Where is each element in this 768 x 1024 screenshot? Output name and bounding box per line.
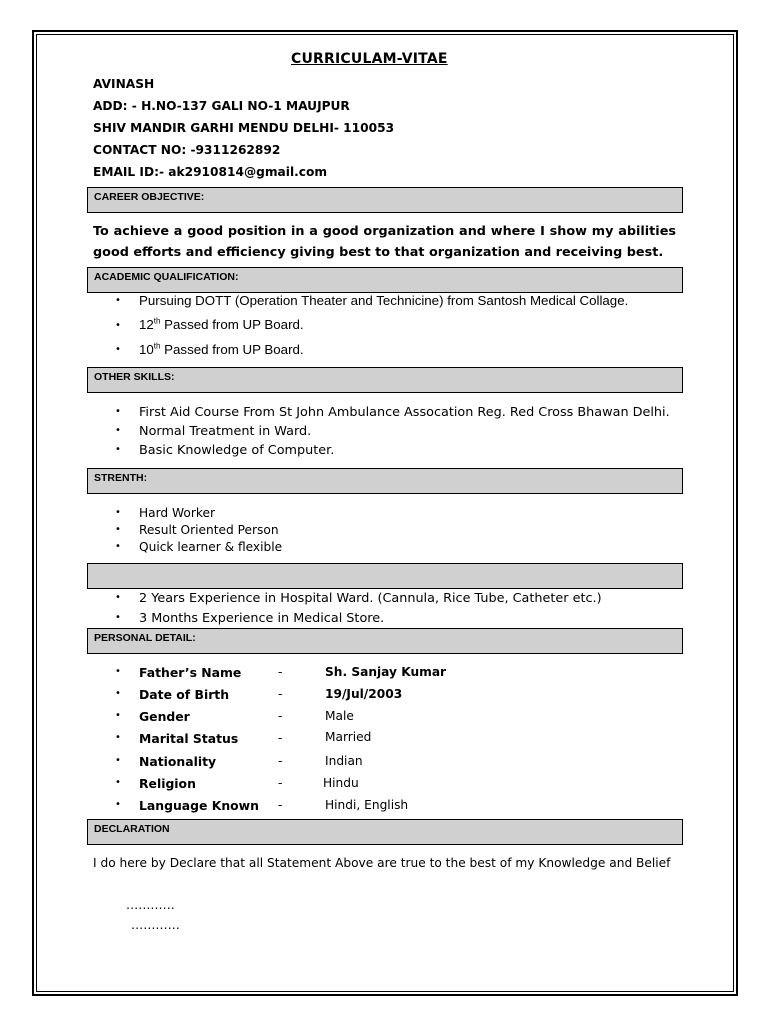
document-title: CURRICULAM-VITAE [291,51,448,67]
section-experience [87,563,683,589]
bullet: • [115,507,121,518]
bullet: • [115,524,121,535]
bullet: • [115,444,121,455]
academic-item: Pursuing DOTT (Operation Theater and Technicine) from Santosh Medical Collage. [139,293,629,308]
section-personal-detail [87,628,683,654]
personal-dash: - [278,665,283,679]
personal-dash: - [278,776,283,790]
career-objective-text: To achieve a good position in a good organization and where I show my abilities good efforts and efficiency giving best to that organization and receiving best. [93,224,676,260]
signature-dots: ………… [131,918,180,932]
bullet: • [115,688,121,699]
email-id: EMAIL ID:- ak2910814@gmail.com [93,165,328,179]
personal-value: Hindi, English [325,798,409,812]
personal-label: Father’s Name [139,665,242,680]
academic-item: 10th Passed from UP Board. [139,341,304,357]
section-academic [87,267,683,293]
strength-item: Hard Worker [139,506,215,520]
personal-value: Married [325,730,372,744]
candidate-name: AVINASH [93,77,155,91]
personal-dash: - [278,709,283,723]
strength-item: Quick learner & flexible [139,540,283,554]
address-line-1: ADD: - H.NO-137 GALI NO-1 MAUJPUR [93,99,350,113]
bullet: • [115,666,121,677]
strength-item: Result Oriented Person [139,523,279,537]
bullet: • [115,777,121,788]
section-label: DECLARATION [94,823,170,835]
bullet: • [115,541,121,552]
section-label: CAREER OBJECTIVE: [94,191,205,203]
bullet: • [115,612,121,623]
section-declaration [87,819,683,845]
personal-value: Male [325,709,354,723]
personal-value: Indian [325,754,363,768]
personal-label: Marital Status [139,731,239,746]
experience-item: 3 Months Experience in Medical Store. [139,611,385,626]
academic-item: 12th Passed from UP Board. [139,316,304,332]
skill-item: Basic Knowledge of Computer. [139,443,335,458]
section-label: ACADEMIC QUALIFICATION: [94,271,239,283]
bullet: • [115,710,121,721]
signature-dots: ………… [126,898,175,912]
bullet: • [115,799,121,810]
personal-value: Sh. Sanjay Kumar [325,665,447,679]
section-label: OTHER SKILLS: [94,371,175,383]
personal-label: Gender [139,709,190,724]
personal-dash: - [278,798,283,812]
section-label: PERSONAL DETAIL: [94,632,196,644]
address-line-2: SHIV MANDIR GARHI MENDU DELHI- 110053 [93,121,395,135]
section-career-objective [87,187,683,213]
section-label: STRENTH: [94,472,148,484]
bullet: • [115,295,121,306]
bullet: • [115,320,121,331]
section-strength [87,468,683,494]
personal-dash: - [278,754,283,768]
personal-dash: - [278,731,283,745]
bullet: • [115,344,121,355]
personal-label: Nationality [139,754,217,769]
bullet: • [115,732,121,743]
skill-item: Normal Treatment in Ward. [139,424,312,439]
experience-item: 2 Years Experience in Hospital Ward. (Cannula, Rice Tube, Catheter etc.) [139,591,602,606]
personal-label: Language Known [139,798,259,813]
bullet: • [115,592,121,603]
skill-item: First Aid Course From St John Ambulance Assocation Reg. Red Cross Bhawan Delhi. [139,405,670,420]
section-other-skills [87,367,683,393]
personal-value: 19/Jul/2003 [325,687,403,701]
personal-label: Religion [139,776,196,791]
personal-label: Date of Birth [139,687,230,702]
bullet: • [115,425,121,436]
declaration-text: I do here by Declare that all Statement Above are true to the best of my Knowledge and Belief [93,856,671,870]
contact-number: CONTACT NO: -9311262892 [93,143,281,157]
bullet: • [115,406,121,417]
bullet: • [115,755,121,766]
personal-dash: - [278,687,283,701]
personal-value: Hindu [323,776,359,790]
